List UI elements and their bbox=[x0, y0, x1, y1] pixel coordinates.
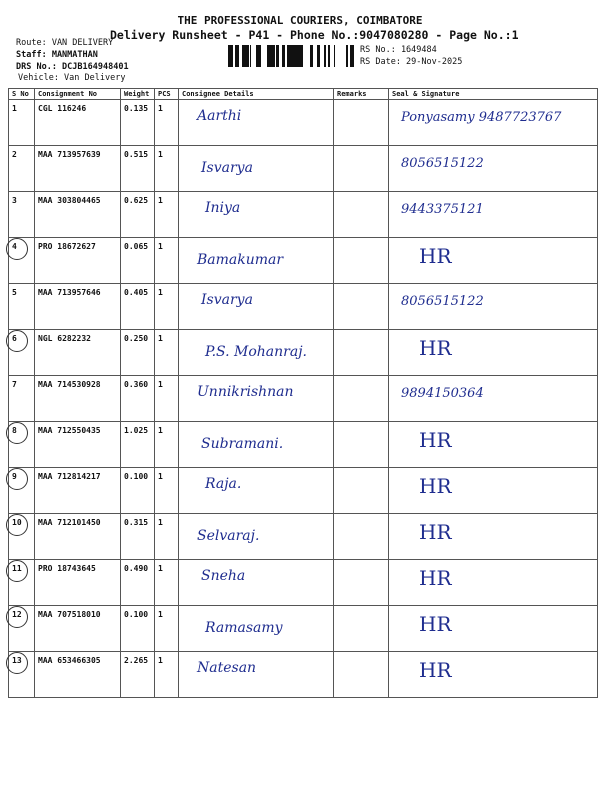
consignee-handwriting: Aarthi bbox=[197, 108, 242, 124]
signature-cell bbox=[389, 514, 598, 560]
table-row bbox=[9, 192, 598, 238]
weight-cell: 0.490 bbox=[121, 560, 155, 606]
barcode-bar bbox=[350, 45, 351, 67]
serial-number: 6 bbox=[12, 334, 17, 343]
drs-number: DRS No.: DCJB164948401 bbox=[16, 62, 129, 72]
serial-number: 8 bbox=[12, 426, 17, 435]
weight-cell: 0.625 bbox=[121, 192, 155, 238]
consignee-handwriting: Bamakumar bbox=[197, 252, 284, 268]
table-row bbox=[9, 330, 598, 376]
pcs-cell: 1 bbox=[155, 560, 179, 606]
rs-date: RS Date: 29-Nov-2025 bbox=[360, 57, 463, 67]
table-row bbox=[9, 238, 598, 284]
pcs-cell: 1 bbox=[155, 422, 179, 468]
company-name: THE PROFESSIONAL COURIERS, COIMBATORE bbox=[177, 14, 423, 27]
remarks-cell bbox=[334, 468, 389, 514]
rs-number: RS No.: 1649484 bbox=[360, 45, 437, 55]
circle-mark bbox=[6, 468, 28, 490]
consignee-handwriting: Iniya bbox=[205, 200, 241, 216]
col-header-pcs: PCS bbox=[155, 89, 179, 100]
sno-cell bbox=[9, 238, 35, 284]
signature-cell bbox=[389, 238, 598, 284]
barcode-bar bbox=[328, 45, 329, 67]
barcode-bar bbox=[301, 45, 303, 67]
circle-mark bbox=[6, 330, 28, 352]
signature-handwriting: 9894150364 bbox=[401, 386, 484, 401]
consignee-cell bbox=[179, 652, 334, 698]
serial-number: 3 bbox=[12, 196, 17, 205]
route-label: Route: VAN DELIVERY bbox=[16, 38, 114, 48]
table-header-row bbox=[9, 89, 598, 100]
signature-handwriting: HR bbox=[419, 566, 452, 590]
pcs-cell: 1 bbox=[155, 100, 179, 146]
serial-number: 4 bbox=[12, 242, 17, 251]
signature-handwriting: 8056515122 bbox=[401, 156, 484, 171]
consignee-handwriting: P.S. Mohanraj. bbox=[205, 344, 307, 360]
serial-number: 12 bbox=[12, 610, 22, 619]
circle-mark bbox=[6, 560, 28, 582]
signature-cell bbox=[389, 284, 598, 330]
circle-mark bbox=[6, 606, 28, 628]
consignee-cell bbox=[179, 192, 334, 238]
barcode-bar bbox=[269, 45, 272, 67]
consignment-cell: MAA 714530928 bbox=[35, 376, 121, 422]
weight-cell: 0.405 bbox=[121, 284, 155, 330]
barcode-bar bbox=[282, 45, 285, 67]
signature-cell bbox=[389, 330, 598, 376]
barcode-bar bbox=[247, 45, 249, 67]
circle-mark bbox=[6, 422, 28, 444]
consignment-cell: MAA 713957646 bbox=[35, 284, 121, 330]
remarks-cell bbox=[334, 560, 389, 606]
serial-number: 10 bbox=[12, 518, 22, 527]
consignee-cell bbox=[179, 146, 334, 192]
consignee-cell bbox=[179, 422, 334, 468]
pcs-cell: 1 bbox=[155, 284, 179, 330]
consignee-handwriting: Isvarya bbox=[201, 160, 253, 176]
circle-mark bbox=[6, 652, 28, 674]
sno-cell bbox=[9, 100, 35, 146]
consignee-cell bbox=[179, 330, 334, 376]
signature-cell bbox=[389, 652, 598, 698]
pcs-cell: 1 bbox=[155, 376, 179, 422]
barcode-bar bbox=[299, 45, 301, 67]
barcode-bar bbox=[310, 45, 313, 67]
consignee-handwriting: Unnikrishnan bbox=[197, 384, 294, 400]
signature-handwriting: HR bbox=[419, 428, 452, 452]
signature-handwriting: 8056515122 bbox=[401, 294, 484, 309]
signature-cell bbox=[389, 422, 598, 468]
runsheet-title: Delivery Runsheet - P41 - Phone No.:9047080280 - Page No.:1 bbox=[110, 28, 519, 42]
col-header-sno: S No bbox=[9, 89, 35, 100]
consignee-handwriting: Isvarya bbox=[201, 292, 253, 308]
sno-cell bbox=[9, 330, 35, 376]
serial-number: 1 bbox=[12, 104, 17, 113]
col-header-remarks: Remarks bbox=[334, 89, 389, 100]
consignee-handwriting: Raja. bbox=[205, 476, 242, 492]
table-row bbox=[9, 560, 598, 606]
consignment-cell: MAA 707518010 bbox=[35, 606, 121, 652]
barcode-bar bbox=[230, 45, 232, 67]
consignment-cell: MAA 712550435 bbox=[35, 422, 121, 468]
consignee-handwriting: Subramani. bbox=[201, 436, 284, 452]
sno-cell bbox=[9, 192, 35, 238]
consignment-cell: CGL 116246 bbox=[35, 100, 121, 146]
remarks-cell bbox=[334, 422, 389, 468]
consignment-cell: MAA 303804465 bbox=[35, 192, 121, 238]
table-row bbox=[9, 284, 598, 330]
consignee-cell bbox=[179, 468, 334, 514]
col-header-signature: Seal & Signature bbox=[389, 89, 598, 100]
consignment-cell: PRO 18672627 bbox=[35, 238, 121, 284]
consignment-cell: PRO 18743645 bbox=[35, 560, 121, 606]
pcs-cell: 1 bbox=[155, 330, 179, 376]
pcs-cell: 1 bbox=[155, 652, 179, 698]
barcode-bar bbox=[324, 45, 326, 67]
barcode-bar bbox=[317, 45, 320, 67]
consignee-cell bbox=[179, 560, 334, 606]
circle-mark bbox=[6, 238, 28, 260]
col-header-consignment: Consignment No bbox=[35, 89, 121, 100]
barcode-bar bbox=[329, 45, 330, 67]
remarks-cell bbox=[334, 376, 389, 422]
barcode-bar bbox=[232, 45, 233, 67]
runsheet-table bbox=[8, 88, 598, 698]
weight-cell: 0.315 bbox=[121, 514, 155, 560]
barcode-bar bbox=[272, 45, 275, 67]
table-row bbox=[9, 468, 598, 514]
barcode-bar bbox=[258, 45, 259, 67]
sno-cell bbox=[9, 146, 35, 192]
consignee-cell bbox=[179, 606, 334, 652]
weight-cell: 1.025 bbox=[121, 422, 155, 468]
barcode-bar bbox=[292, 45, 295, 67]
consignee-cell bbox=[179, 376, 334, 422]
serial-number: 7 bbox=[12, 380, 17, 389]
pcs-cell: 1 bbox=[155, 606, 179, 652]
weight-cell: 0.100 bbox=[121, 468, 155, 514]
consignee-cell bbox=[179, 284, 334, 330]
consignment-cell: MAA 653466305 bbox=[35, 652, 121, 698]
sno-cell bbox=[9, 376, 35, 422]
sno-cell bbox=[9, 468, 35, 514]
signature-cell bbox=[389, 192, 598, 238]
sno-cell bbox=[9, 652, 35, 698]
weight-cell: 0.135 bbox=[121, 100, 155, 146]
sno-cell bbox=[9, 284, 35, 330]
consignee-handwriting: Selvaraj. bbox=[197, 528, 260, 544]
signature-handwriting: HR bbox=[419, 244, 452, 268]
pcs-cell: 1 bbox=[155, 146, 179, 192]
signature-handwriting: Ponyasamy 9487723767 bbox=[401, 110, 562, 125]
remarks-cell bbox=[334, 238, 389, 284]
pcs-cell: 1 bbox=[155, 514, 179, 560]
barcode bbox=[228, 45, 358, 67]
remarks-cell bbox=[334, 330, 389, 376]
barcode-bar bbox=[250, 45, 251, 67]
barcode-bar bbox=[238, 45, 239, 67]
consignment-cell: MAA 712101450 bbox=[35, 514, 121, 560]
signature-handwriting: HR bbox=[419, 658, 452, 682]
consignee-handwriting: Ramasamy bbox=[205, 620, 283, 636]
col-header-consignee: Consignee Details bbox=[179, 89, 334, 100]
barcode-bar bbox=[287, 45, 289, 67]
consignee-handwriting: Sneha bbox=[201, 568, 246, 584]
pcs-cell: 1 bbox=[155, 238, 179, 284]
col-header-weight: Weight bbox=[121, 89, 155, 100]
table-row bbox=[9, 100, 598, 146]
table-row bbox=[9, 146, 598, 192]
pcs-cell: 1 bbox=[155, 468, 179, 514]
barcode-bar bbox=[228, 45, 230, 67]
barcode-bar bbox=[267, 45, 269, 67]
signature-handwriting: HR bbox=[419, 520, 452, 544]
remarks-cell bbox=[334, 652, 389, 698]
signature-handwriting: HR bbox=[419, 474, 452, 498]
weight-cell: 0.100 bbox=[121, 606, 155, 652]
remarks-cell bbox=[334, 100, 389, 146]
barcode-bar bbox=[289, 45, 292, 67]
sno-cell bbox=[9, 606, 35, 652]
signature-handwriting: HR bbox=[419, 612, 452, 636]
pcs-cell: 1 bbox=[155, 192, 179, 238]
consignee-cell bbox=[179, 100, 334, 146]
sno-cell bbox=[9, 514, 35, 560]
consignee-cell bbox=[179, 238, 334, 284]
serial-number: 11 bbox=[12, 564, 22, 573]
signature-handwriting: HR bbox=[419, 336, 452, 360]
remarks-cell bbox=[334, 146, 389, 192]
remarks-cell bbox=[334, 606, 389, 652]
circle-mark bbox=[6, 514, 28, 536]
serial-number: 9 bbox=[12, 472, 17, 481]
sno-cell bbox=[9, 422, 35, 468]
signature-cell bbox=[389, 146, 598, 192]
barcode-bar bbox=[256, 45, 258, 67]
table-row bbox=[9, 652, 598, 698]
barcode-bar bbox=[296, 45, 299, 67]
signature-cell bbox=[389, 606, 598, 652]
consignee-handwriting: Natesan bbox=[197, 660, 257, 676]
barcode-bar bbox=[244, 45, 247, 67]
signature-cell bbox=[389, 468, 598, 514]
remarks-cell bbox=[334, 514, 389, 560]
table-row bbox=[9, 606, 598, 652]
remarks-cell bbox=[334, 284, 389, 330]
barcode-bar bbox=[276, 45, 279, 67]
remarks-cell bbox=[334, 192, 389, 238]
consignment-cell: MAA 713957639 bbox=[35, 146, 121, 192]
staff-label: Staff: MANMATHAN bbox=[16, 50, 98, 60]
serial-number: 13 bbox=[12, 656, 22, 665]
signature-cell bbox=[389, 376, 598, 422]
weight-cell: 2.265 bbox=[121, 652, 155, 698]
signature-cell bbox=[389, 560, 598, 606]
weight-cell: 0.515 bbox=[121, 146, 155, 192]
consignment-cell: NGL 6282232 bbox=[35, 330, 121, 376]
barcode-bar bbox=[295, 45, 296, 67]
barcode-bar bbox=[242, 45, 244, 67]
serial-number: 5 bbox=[12, 288, 17, 297]
vehicle-label: Vehicle: Van Delivery bbox=[18, 73, 126, 83]
signature-cell bbox=[389, 100, 598, 146]
weight-cell: 0.360 bbox=[121, 376, 155, 422]
table-row bbox=[9, 422, 598, 468]
table-row bbox=[9, 514, 598, 560]
signature-handwriting: 9443375121 bbox=[401, 202, 484, 217]
barcode-bar bbox=[351, 45, 354, 67]
weight-cell: 0.250 bbox=[121, 330, 155, 376]
serial-number: 2 bbox=[12, 150, 17, 159]
weight-cell: 0.065 bbox=[121, 238, 155, 284]
barcode-bar bbox=[334, 45, 335, 67]
consignee-cell bbox=[179, 514, 334, 560]
sno-cell bbox=[9, 560, 35, 606]
consignment-cell: MAA 712814217 bbox=[35, 468, 121, 514]
barcode-bar bbox=[235, 45, 238, 67]
table-row bbox=[9, 376, 598, 422]
barcode-bar bbox=[346, 45, 348, 67]
barcode-bar bbox=[259, 45, 261, 67]
